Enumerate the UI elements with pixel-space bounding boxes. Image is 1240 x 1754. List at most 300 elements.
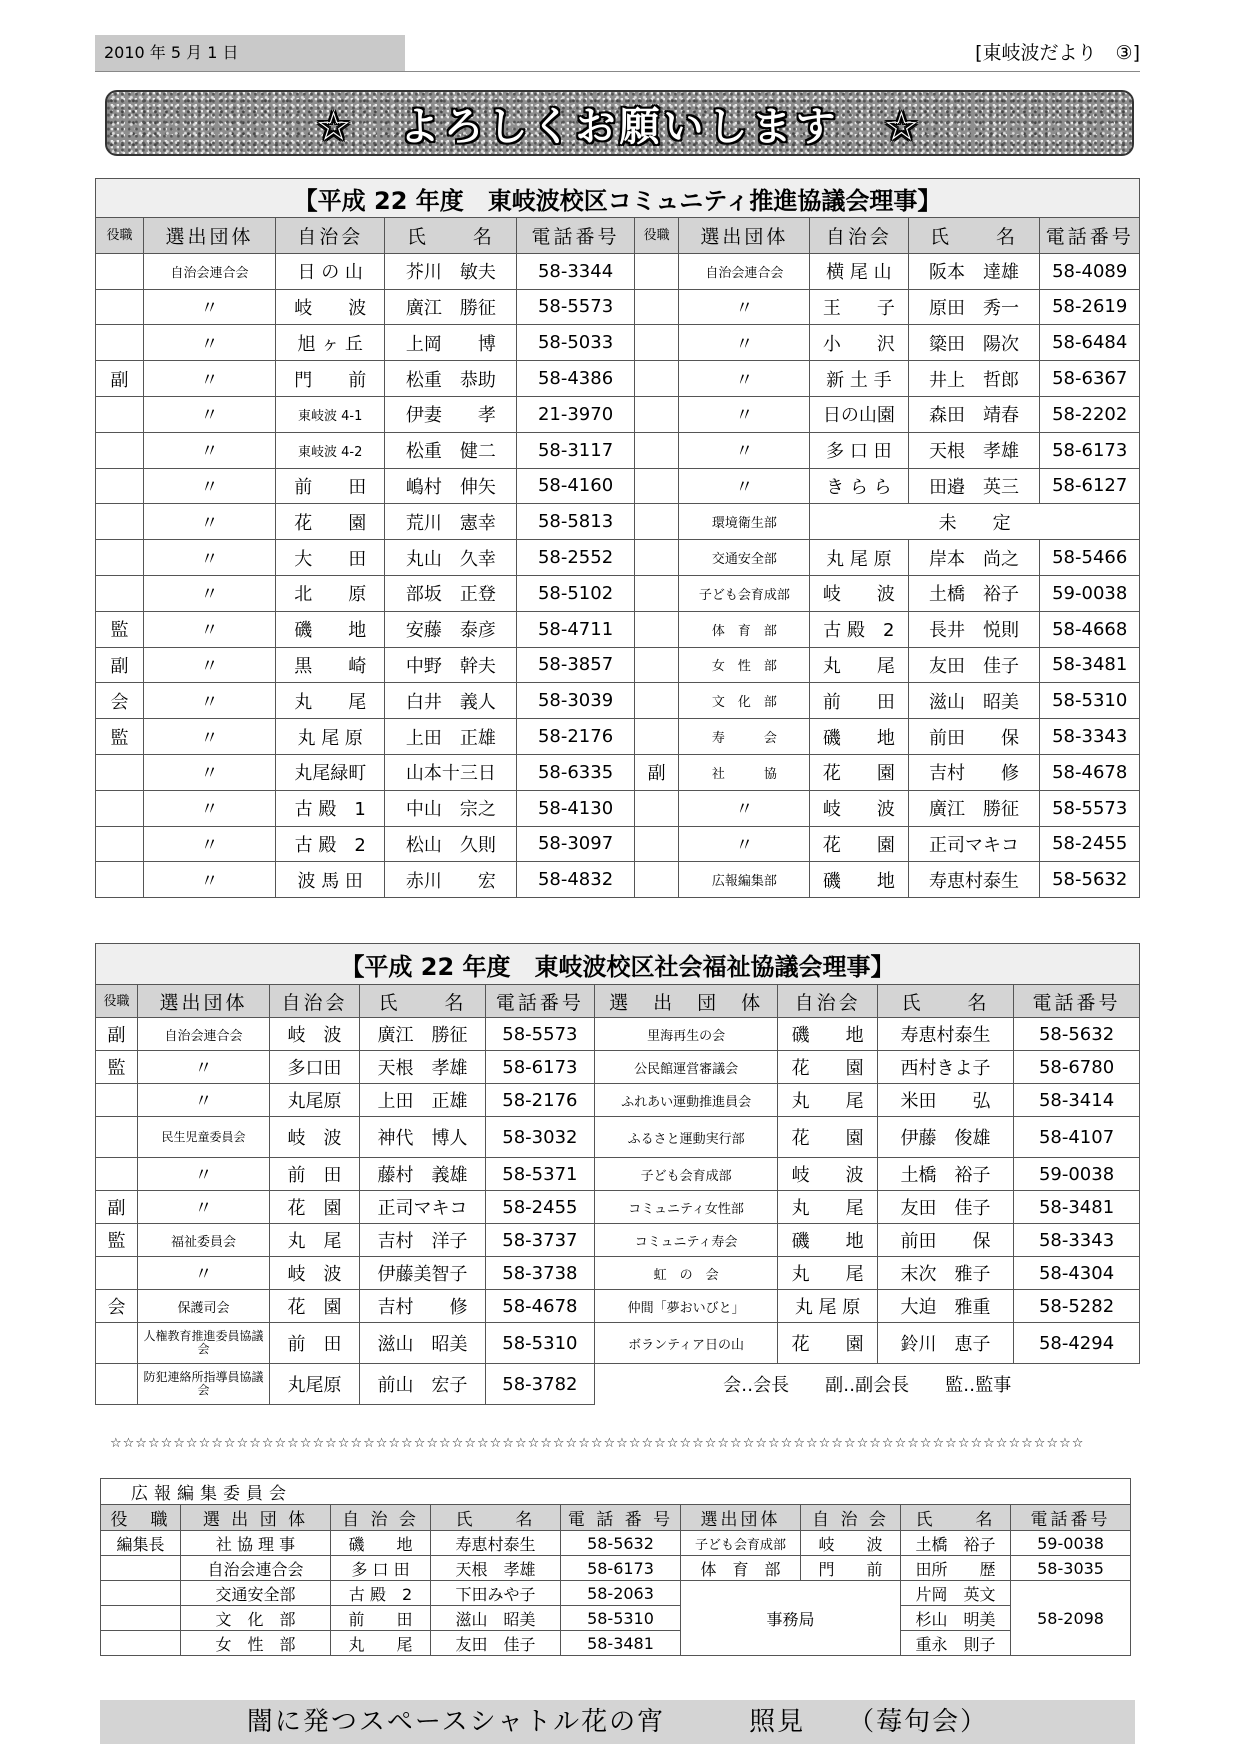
role-cell: 会 [96, 1290, 138, 1323]
association-cell: 岐 波 [269, 1257, 359, 1290]
member-name-cell: 田所 歴 [901, 1556, 1011, 1581]
association-cell: 花 園 [810, 826, 908, 862]
association-cell: 磯 地 [778, 1224, 878, 1257]
issue-date: 2010 年 5 月 1 日 [104, 43, 239, 62]
phone-cell: 58-2455 [1040, 826, 1140, 862]
group-cell: 〃 [144, 826, 276, 862]
phone-cell: 58-3481 [561, 1631, 681, 1656]
member-name-cell: 阪本 達雄 [908, 253, 1040, 289]
table-row [96, 862, 1140, 898]
phone-cell: 58-2176 [485, 1084, 594, 1117]
phone-cell: 58-4386 [517, 361, 634, 397]
phone-cell: 58-6173 [561, 1556, 681, 1581]
association-cell: 岐 波 [275, 289, 385, 325]
group-cell: 公民館運営審議会 [594, 1051, 777, 1084]
group-cell: 〃 [679, 325, 810, 361]
member-name-cell: 前田 保 [877, 1224, 1013, 1257]
association-cell: 多 口 田 [810, 432, 908, 468]
group-cell: 〃 [137, 1191, 269, 1224]
association-cell: 磯 地 [778, 1018, 878, 1051]
group-cell: 自治会連合会 [181, 1556, 331, 1581]
member-name-cell: 中山 宗之 [385, 790, 517, 826]
role-cell [634, 611, 679, 647]
phone-cell: 59-0038 [1040, 575, 1140, 611]
member-name-cell: 森田 靖春 [908, 396, 1040, 432]
header-group: 選出団体 [144, 218, 276, 254]
association-cell: 岐 波 [810, 790, 908, 826]
association-cell: 古 殿 2 [810, 611, 908, 647]
association-cell: 丸 尾 [275, 683, 385, 719]
phone-cell: 59-0038 [1014, 1158, 1140, 1191]
group-cell: 社 協 理 事 [181, 1531, 331, 1556]
table-row [96, 289, 1140, 325]
member-name-cell: 友田 佳子 [431, 1631, 561, 1656]
table-row [101, 1556, 1131, 1581]
group-cell: 〃 [137, 1084, 269, 1117]
phone-cell: 58-5466 [1040, 540, 1140, 576]
star-divider: ☆☆☆☆☆☆☆☆☆☆☆☆☆☆☆☆☆☆☆☆☆☆☆☆☆☆☆☆☆☆☆☆☆☆☆☆☆☆☆☆☆☆☆☆☆☆☆☆☆☆☆☆☆☆☆☆☆☆☆☆☆☆☆☆☆☆☆☆☆☆☆☆☆☆☆☆☆ [110, 1436, 1085, 1451]
association-cell: き ら ら [810, 468, 908, 504]
role-cell: 監 [96, 1051, 138, 1084]
role-cell [96, 754, 144, 790]
table-row [96, 1018, 1140, 1051]
association-cell: 門 前 [275, 361, 385, 397]
group-cell: コミュニティ寿会 [594, 1224, 777, 1257]
member-name-cell: 重永 則子 [901, 1631, 1011, 1656]
association-cell: 丸 尾 原 [778, 1290, 878, 1323]
header-group: 選 出 団 体 [594, 985, 777, 1018]
role-cell [634, 575, 679, 611]
group-cell: ボランティア日の山 [594, 1323, 777, 1364]
association-cell: 丸 尾 [778, 1191, 878, 1224]
phone-cell: 59-0038 [1011, 1531, 1131, 1556]
role-cell [96, 1158, 138, 1191]
role-cell [101, 1581, 181, 1606]
member-name-cell: 前田 保 [908, 719, 1040, 755]
table-row [96, 253, 1140, 289]
association-cell: 花 園 [275, 504, 385, 540]
member-name-cell: 白井 義人 [385, 683, 517, 719]
table-row [96, 432, 1140, 468]
role-cell [96, 1257, 138, 1290]
role-cell [96, 504, 144, 540]
role-cell [634, 790, 679, 826]
member-name-cell: 友田 佳子 [908, 647, 1040, 683]
role-cell [96, 253, 144, 289]
association-cell: 多 口 田 [331, 1556, 431, 1581]
association-cell: 多口田 [269, 1051, 359, 1084]
group-cell: 〃 [679, 432, 810, 468]
header-phone: 電話番号 [1014, 985, 1140, 1018]
member-name-cell: 片岡 英文 [901, 1581, 1011, 1606]
member-name-cell: 赤川 宏 [385, 862, 517, 898]
phone-cell: 58-3857 [517, 647, 634, 683]
member-name-cell: 寿恵村泰生 [877, 1018, 1013, 1051]
group-cell: 〃 [144, 361, 276, 397]
group-cell: 〃 [144, 790, 276, 826]
association-cell: 丸 尾 [269, 1224, 359, 1257]
header-role: 役職 [634, 218, 679, 254]
member-name-cell: 田邉 英三 [908, 468, 1040, 504]
member-name-cell: 上岡 博 [385, 325, 517, 361]
table-row [96, 361, 1140, 397]
member-name-cell: 滋山 昭美 [431, 1606, 561, 1631]
phone-cell: 58-2176 [517, 719, 634, 755]
association-cell: 花 園 [810, 754, 908, 790]
table-row [96, 1117, 1140, 1158]
phone-cell: 58-3782 [485, 1364, 594, 1405]
member-name-cell: 吉村 修 [908, 754, 1040, 790]
member-name-cell: 原田 秀一 [908, 289, 1040, 325]
member-name-cell: 芥川 敏夫 [385, 253, 517, 289]
phone-cell: 58-5573 [485, 1018, 594, 1051]
header-role: 役 職 [101, 1505, 181, 1531]
role-cell [634, 289, 679, 325]
phone-cell: 58-4294 [1014, 1323, 1140, 1364]
association-cell: 丸 尾 原 [275, 719, 385, 755]
role-cell [634, 540, 679, 576]
header-phone: 電話番号 [517, 218, 634, 254]
association-cell: 大 田 [275, 540, 385, 576]
group-cell: 〃 [144, 862, 276, 898]
member-name-cell: 松重 健二 [385, 432, 517, 468]
group-cell: 女 性 部 [679, 647, 810, 683]
group-cell: 環境衛生部 [679, 504, 810, 540]
association-cell: 磯 地 [810, 862, 908, 898]
group-cell: 〃 [144, 611, 276, 647]
table-row [96, 396, 1140, 432]
group-cell: 〃 [679, 826, 810, 862]
phone-cell: 58-4130 [517, 790, 634, 826]
association-cell: 岐 波 [801, 1531, 901, 1556]
member-name-cell: 松山 久則 [385, 826, 517, 862]
group-cell: 〃 [144, 719, 276, 755]
group-cell: 体 育 部 [679, 611, 810, 647]
table-row [96, 611, 1140, 647]
association-cell: 王 子 [810, 289, 908, 325]
phone-cell: 58-4089 [1040, 253, 1140, 289]
member-name-cell: 山本十三日 [385, 754, 517, 790]
member-name-cell: 寿恵村泰生 [908, 862, 1040, 898]
member-name-cell: 吉村 修 [360, 1290, 486, 1323]
group-cell: 里海再生の会 [594, 1018, 777, 1051]
group-cell: 保護司会 [137, 1290, 269, 1323]
role-cell [96, 826, 144, 862]
association-cell: 丸尾原 [269, 1364, 359, 1405]
association-cell: 古 殿 2 [331, 1581, 431, 1606]
member-name-cell: 末次 雅子 [877, 1257, 1013, 1290]
phone-cell: 58-6335 [517, 754, 634, 790]
role-cell [634, 253, 679, 289]
member-name-cell: 下田みや子 [431, 1581, 561, 1606]
group-cell: 〃 [137, 1051, 269, 1084]
phone-cell: 58-3737 [485, 1224, 594, 1257]
phone-cell: 58-5573 [517, 289, 634, 325]
group-cell: ふるさと運動実行部 [594, 1117, 777, 1158]
phone-cell: 58-6173 [485, 1051, 594, 1084]
phone-cell: 58-5632 [561, 1531, 681, 1556]
group-cell: 〃 [679, 396, 810, 432]
member-name-cell: 米田 弘 [877, 1084, 1013, 1117]
phone-cell: 58-5813 [517, 504, 634, 540]
association-cell: 日の山園 [810, 396, 908, 432]
association-cell: 波 馬 田 [275, 862, 385, 898]
table-header-row [96, 218, 1140, 254]
phone-cell: 58-3097 [517, 826, 634, 862]
group-cell: 子ども会育成部 [679, 575, 810, 611]
header-name: 氏 名 [901, 1505, 1011, 1531]
group-cell: 体 育 部 [681, 1556, 801, 1581]
association-cell: 東岐波 4-1 [275, 396, 385, 432]
phone-cell: 58-5310 [485, 1323, 594, 1364]
role-cell [96, 790, 144, 826]
role-cell [634, 396, 679, 432]
phone-cell: 58-3343 [1040, 719, 1140, 755]
group-cell: 〃 [144, 754, 276, 790]
phone-cell: 58-6367 [1040, 361, 1140, 397]
group-cell: 民生児童委員会 [137, 1117, 269, 1158]
group-cell: 広報編集部 [679, 862, 810, 898]
role-cell: 副 [96, 361, 144, 397]
table-row [96, 1158, 1140, 1191]
member-name-cell: 前山 宏子 [360, 1364, 486, 1405]
role-cell [634, 504, 679, 540]
header-name: 氏 名 [908, 218, 1040, 254]
header-phone: 電話番号 [1040, 218, 1140, 254]
role-cell: 副 [96, 647, 144, 683]
group-cell: 女 性 部 [181, 1631, 331, 1656]
phone-cell: 58-4711 [517, 611, 634, 647]
phone-cell: 58-6780 [1014, 1051, 1140, 1084]
table-row [96, 1051, 1140, 1084]
phone-cell: 58-3738 [485, 1257, 594, 1290]
role-cell [96, 325, 144, 361]
role-cell [96, 1084, 138, 1117]
table-row [101, 1631, 1131, 1656]
header-association: 自治会 [778, 985, 878, 1018]
role-cell [634, 361, 679, 397]
role-cell [634, 826, 679, 862]
member-name-cell: 土橋 裕子 [908, 575, 1040, 611]
role-cell: 副 [96, 1018, 138, 1051]
member-name-cell: 正司マキコ [908, 826, 1040, 862]
phone-cell: 58-2552 [517, 540, 634, 576]
header-group: 選出団体 [137, 985, 269, 1018]
association-cell: 丸尾緑町 [275, 754, 385, 790]
phone-cell: 58-2455 [485, 1191, 594, 1224]
association-cell: 丸 尾 [810, 647, 908, 683]
role-cell [634, 647, 679, 683]
role-cell [96, 1117, 138, 1158]
group-cell: 〃 [144, 575, 276, 611]
table-row [96, 1257, 1140, 1290]
group-cell: 福祉委員会 [137, 1224, 269, 1257]
role-cell [96, 289, 144, 325]
phone-cell: 58-2063 [561, 1581, 681, 1606]
role-cell [96, 1323, 138, 1364]
member-name-cell: 天根 孝雄 [360, 1051, 486, 1084]
table-row [96, 540, 1140, 576]
phone-cell: 58-2202 [1040, 396, 1140, 432]
group-cell: 〃 [679, 468, 810, 504]
association-cell: 岐 波 [269, 1117, 359, 1158]
role-cell [96, 468, 144, 504]
phone-cell: 58-6127 [1040, 468, 1140, 504]
association-cell: 新 土 手 [810, 361, 908, 397]
member-name-cell: 吉村 洋子 [360, 1224, 486, 1257]
association-cell: 丸 尾 [331, 1631, 431, 1656]
phone-cell: 58-3343 [1014, 1224, 1140, 1257]
member-name-cell: 神代 博人 [360, 1117, 486, 1158]
association-cell: 丸尾原 [269, 1084, 359, 1117]
member-name-cell: 廣江 勝征 [908, 790, 1040, 826]
phone-cell: 58-3032 [485, 1117, 594, 1158]
association-cell: 門 前 [801, 1556, 901, 1581]
phone-cell: 58-3117 [517, 432, 634, 468]
role-cell [634, 325, 679, 361]
group-cell: 〃 [144, 540, 276, 576]
association-cell: 前 田 [269, 1158, 359, 1191]
group-cell: 〃 [144, 504, 276, 540]
phone-cell: 58-4832 [517, 862, 634, 898]
role-cell: 監 [96, 1224, 138, 1257]
member-name-cell: 鈴川 恵子 [877, 1323, 1013, 1364]
association-cell: 旭 ヶ 丘 [275, 325, 385, 361]
phone-cell: 58-5310 [1040, 683, 1140, 719]
group-cell: 交通安全部 [679, 540, 810, 576]
undecided-cell: 未 定 [810, 504, 1140, 540]
member-name-cell: 藤村 義雄 [360, 1158, 486, 1191]
phone-cell: 58-6484 [1040, 325, 1140, 361]
group-cell: 文 化 部 [679, 683, 810, 719]
role-cell [96, 396, 144, 432]
table-row [96, 1290, 1140, 1323]
member-name-cell: 上田 正雄 [360, 1084, 486, 1117]
member-name-cell: 寿恵村泰生 [431, 1531, 561, 1556]
table-row [96, 1084, 1140, 1117]
pr-committee-table [100, 1478, 1131, 1656]
group-cell: 防犯連絡所指導員協議会 [137, 1364, 269, 1405]
association-cell: 丸 尾 [778, 1257, 878, 1290]
association-cell: 花 園 [778, 1117, 878, 1158]
member-name-cell: 西村きよ子 [877, 1051, 1013, 1084]
role-cell [634, 862, 679, 898]
phone-cell: 58-6173 [1040, 432, 1140, 468]
community-council-title: 【平成 22 年度 東岐波校区コミュニティ推進協議会理事】 [96, 179, 1140, 218]
phone-cell: 58-2098 [1011, 1581, 1131, 1656]
table-row [96, 575, 1140, 611]
group-cell: 〃 [144, 325, 276, 361]
table-row [101, 1581, 1131, 1606]
association-cell: 岐 波 [810, 575, 908, 611]
welfare-council-title: 【平成 22 年度 東岐波校区社会福祉協議会理事】 [96, 944, 1140, 985]
table-row [96, 504, 1140, 540]
association-cell: 横 尾 山 [810, 253, 908, 289]
phone-cell: 58-3414 [1014, 1084, 1140, 1117]
header-rule [95, 71, 1140, 72]
group-cell: 〃 [144, 647, 276, 683]
association-cell: 小 沢 [810, 325, 908, 361]
header-name: 氏 名 [385, 218, 517, 254]
group-cell: 〃 [679, 289, 810, 325]
phone-cell: 58-5310 [561, 1606, 681, 1631]
table-row [101, 1606, 1131, 1631]
member-name-cell: 天根 孝雄 [431, 1556, 561, 1581]
phone-cell: 58-5573 [1040, 790, 1140, 826]
table-row [96, 790, 1140, 826]
office-label: 事務局 [681, 1581, 901, 1656]
phone-cell: 58-5371 [485, 1158, 594, 1191]
header-phone: 電話番号 [1011, 1505, 1131, 1531]
association-cell: 磯 地 [810, 719, 908, 755]
group-cell: 自治会連合会 [144, 253, 276, 289]
group-cell: 子ども会育成部 [681, 1531, 801, 1556]
phone-cell: 58-3035 [1011, 1556, 1131, 1581]
group-cell: ふれあい運動推進員会 [594, 1084, 777, 1117]
table-row [96, 719, 1140, 755]
table-row [96, 754, 1140, 790]
role-cell [101, 1556, 181, 1581]
group-cell: 〃 [144, 396, 276, 432]
member-name-cell: 友田 佳子 [877, 1191, 1013, 1224]
association-cell: 北 原 [275, 575, 385, 611]
group-cell: 自治会連合会 [137, 1018, 269, 1051]
welfare-council-table [95, 943, 1140, 1405]
header-group: 選 出 団 体 [181, 1505, 331, 1531]
header-group: 選出団体 [679, 218, 810, 254]
group-cell: 〃 [679, 361, 810, 397]
member-name-cell: 大迫 雅重 [877, 1290, 1013, 1323]
header-association: 自治会 [269, 985, 359, 1018]
header-group: 選出団体 [681, 1505, 801, 1531]
phone-cell: 58-4678 [485, 1290, 594, 1323]
member-name-cell: 滋山 昭美 [908, 683, 1040, 719]
association-cell: 黒 崎 [275, 647, 385, 683]
association-cell: 前 田 [810, 683, 908, 719]
association-cell: 古 殿 2 [275, 826, 385, 862]
phone-cell: 58-5632 [1040, 862, 1140, 898]
group-cell: 〃 [144, 432, 276, 468]
table-header-row [101, 1505, 1131, 1531]
association-cell: 磯 地 [331, 1531, 431, 1556]
association-cell: 花 園 [778, 1323, 878, 1364]
association-cell: 日 の 山 [275, 253, 385, 289]
table-row [96, 1224, 1140, 1257]
phone-cell: 58-5282 [1014, 1290, 1140, 1323]
member-name-cell: 伊妻 孝 [385, 396, 517, 432]
role-cell: 監 [96, 611, 144, 647]
table-row [96, 1323, 1140, 1364]
haiku-footer: 闇に発つスペースシャトル花の宵 照見 （莓句会） [100, 1700, 1135, 1744]
group-cell: 〃 [144, 289, 276, 325]
phone-cell: 58-3481 [1014, 1191, 1140, 1224]
phone-cell: 58-4304 [1014, 1257, 1140, 1290]
member-name-cell: 廣江 勝征 [360, 1018, 486, 1051]
phone-cell: 21-3970 [517, 396, 634, 432]
pr-committee-caption: 広報編集委員会 [101, 1479, 1131, 1505]
group-cell: 〃 [137, 1257, 269, 1290]
group-cell: コミュニティ女性部 [594, 1191, 777, 1224]
association-cell: 岐 波 [269, 1018, 359, 1051]
table-row [96, 325, 1140, 361]
group-cell: 交通安全部 [181, 1581, 331, 1606]
member-name-cell: 土橋 裕子 [901, 1531, 1011, 1556]
member-name-cell: 丸山 久幸 [385, 540, 517, 576]
role-cell: 会 [96, 683, 144, 719]
association-cell: 磯 地 [275, 611, 385, 647]
table-row [96, 683, 1140, 719]
phone-cell: 58-5632 [1014, 1018, 1140, 1051]
